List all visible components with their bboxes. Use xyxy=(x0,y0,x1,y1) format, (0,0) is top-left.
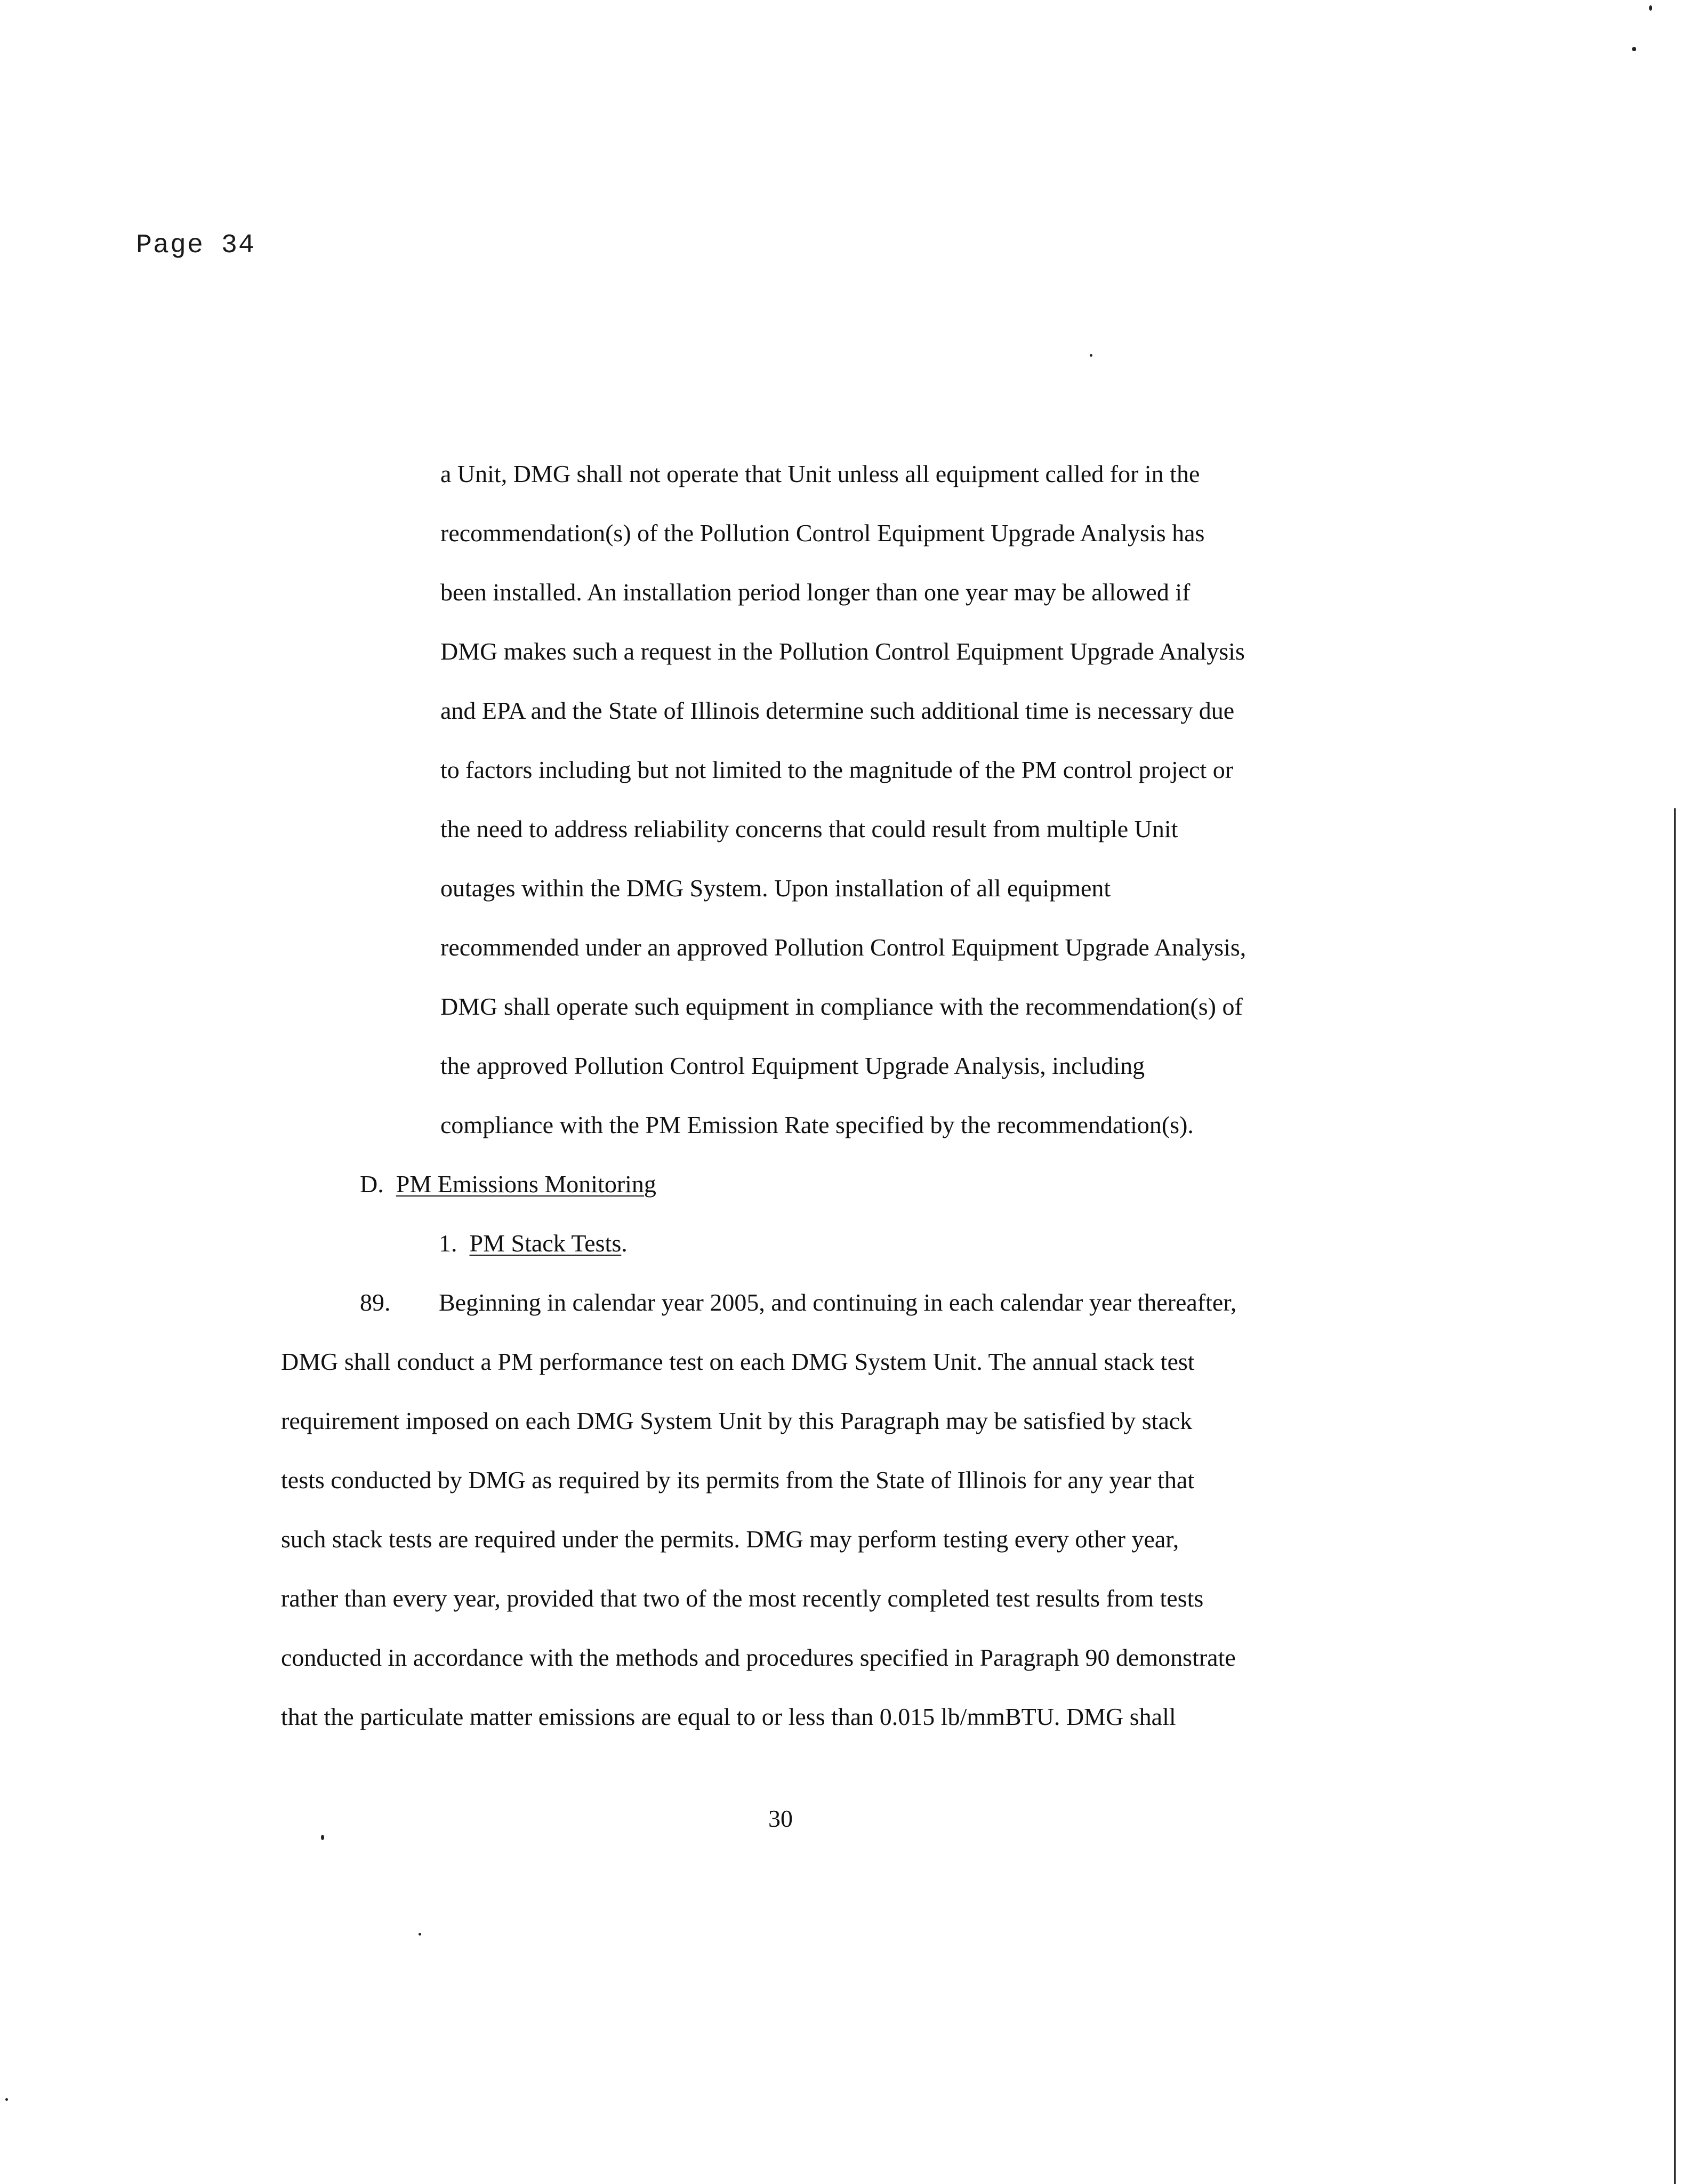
text-line: the need to address reliability concerns that could result from multiple Unit xyxy=(440,815,1178,842)
text-line: a Unit, DMG shall not operate that Unit unless all equipment called for in the xyxy=(440,460,1200,487)
text-line: been installed. An installation period longer than one year may be allowed if xyxy=(440,579,1191,606)
text-line: outages within the DMG System. Upon installation of all equipment xyxy=(440,874,1111,902)
paragraph-first-line: Beginning in calendar year 2005, and continuing in each calendar year thereafter, xyxy=(439,1289,1237,1316)
text-line: that the particulate matter emissions are equal to or less than 0.015 lb/mmBTU. DMG shall xyxy=(281,1703,1176,1730)
text-line: DMG shall operate such equipment in compliance with the recommendation(s) of xyxy=(440,993,1243,1020)
subsection-number: 1. xyxy=(439,1230,457,1257)
section-heading-d xyxy=(360,1172,656,1197)
text-line: and EPA and the State of Illinois determine such additional time is necessary due xyxy=(440,697,1235,724)
paragraph-number: 89. xyxy=(360,1289,391,1316)
text-line: to factors including but not limited to the magnitude of the PM control project or xyxy=(440,756,1234,783)
scan-edge-line xyxy=(1674,808,1676,2184)
text-line: such stack tests are required under the permits. DMG may perform testing every other year, xyxy=(281,1525,1179,1553)
subsection-title: PM Stack Tests xyxy=(469,1230,622,1257)
page-number: 30 xyxy=(768,1805,793,1832)
text-line: conducted in accordance with the methods and procedures specified in Paragraph 90 demonstrate xyxy=(281,1644,1236,1671)
text-line: DMG shall conduct a PM performance test on each DMG System Unit. The annual stack test xyxy=(281,1348,1195,1375)
scan-speck xyxy=(1649,5,1652,11)
text-line: compliance with the PM Emission Rate specified by the recommendation(s). xyxy=(440,1111,1194,1138)
text-line: requirement imposed on each DMG System Unit by this Paragraph may be satisfied by stack xyxy=(281,1407,1193,1434)
text-line: recommendation(s) of the Pollution Control Equipment Upgrade Analysis has xyxy=(440,519,1205,547)
scan-speck xyxy=(5,2098,8,2101)
scan-speck xyxy=(419,1933,421,1936)
scan-speck xyxy=(1090,354,1092,357)
subsection-trailing: . xyxy=(621,1230,628,1257)
scan-speck xyxy=(1632,47,1636,51)
section-title: PM Emissions Monitoring xyxy=(396,1170,656,1198)
text-line: tests conducted by DMG as required by its permits from the State of Illinois for any year that xyxy=(281,1466,1195,1494)
scan-speck xyxy=(321,1835,324,1840)
section-letter: D. xyxy=(360,1170,384,1198)
text-line: the approved Pollution Control Equipment Upgrade Analysis, including xyxy=(440,1052,1145,1079)
subsection-heading-1 xyxy=(439,1231,628,1256)
page-label: Page 34 xyxy=(136,230,256,261)
text-line: rather than every year, provided that two of the most recently completed test results from tests xyxy=(281,1585,1204,1612)
text-line: recommended under an approved Pollution Control Equipment Upgrade Analysis, xyxy=(440,934,1246,961)
text-line: DMG makes such a request in the Pollution Control Equipment Upgrade Analysis xyxy=(440,638,1245,665)
